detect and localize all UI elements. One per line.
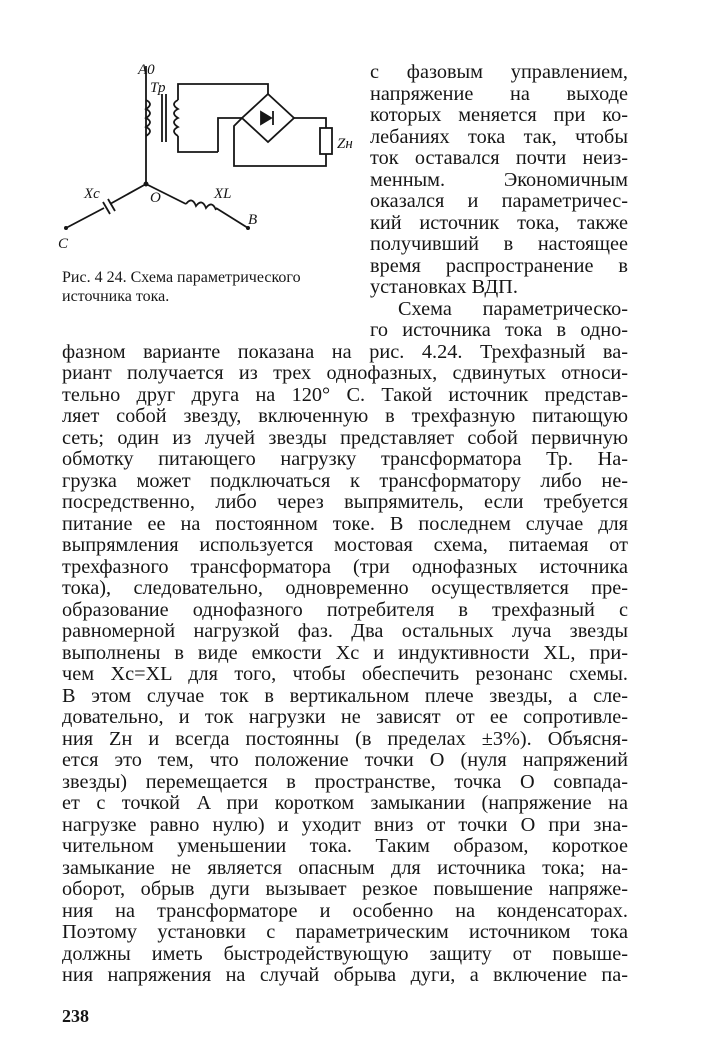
text-line: кий источник тока, также (370, 211, 628, 234)
circuit-schematic (58, 56, 358, 268)
paragraph-start-line: Схема параметрическо- (398, 297, 628, 320)
text-line: ется это тем, что положение точки O (нуля напряжений (62, 749, 628, 771)
text-line: ток оставался почти неиз- (370, 147, 628, 169)
text-line: чем Xc=XL для того, чтобы обеспечить резонанс схемы. (62, 663, 628, 685)
transformer-label: Тр (150, 80, 166, 96)
text-line: с фазовым управлением, (370, 61, 628, 83)
text-line: посредственно, либо через выпрямитель, если требуется (62, 491, 628, 513)
text-line: лебаниях тока так, чтобы (370, 125, 628, 148)
caption-line: источника тока. (62, 288, 170, 305)
inductance-label: XL (214, 186, 232, 202)
text-line: риант получается из трех однофазных, сдвинутых относи- (62, 362, 628, 384)
text-line: ляет собой звезду, включенную в трехфазную питающую (62, 405, 628, 427)
text-line: выполнены в виде емкости Xc и индуктивности XL, при- (62, 641, 628, 664)
text-line: тельно друг друга на 120° С. Такой источник представ- (62, 383, 628, 406)
text-line: ния Zн и всегда постоянны (в пределах ±3%). Объясня- (62, 727, 628, 750)
figure-caption (62, 268, 362, 306)
text-line: довательно, и ток нагрузки не зависят от ее сопротивле- (62, 706, 628, 728)
page-number: 238 (62, 1006, 89, 1026)
text-line: нагрузке равно нулю) и уходит вниз от точки O при зна- (62, 813, 628, 836)
text-line: оказался и параметричес- (370, 190, 628, 212)
text-line: получивший в настоящее (370, 233, 628, 255)
text-line: выпрямления используется мостовая схема, питаемая от (62, 534, 628, 556)
text-line: Поэтому установки с параметрическим источником тока (62, 921, 628, 943)
load-label: Zн (337, 136, 353, 152)
text-line: трехфазного трансформатора (три однофазных источника (62, 555, 628, 578)
text-line: оборот, обрыв дуги вызывает резкое повышение напряже- (62, 878, 628, 900)
text-line: питание ее на постоянном токе. В последнем случае для (62, 512, 628, 535)
terminal-a-label: A0 (138, 62, 155, 78)
terminal-c-label: C (58, 236, 69, 252)
circuit-diagram (58, 56, 358, 268)
text-line: тока), следовательно, одновременно осуществляется пре- (62, 577, 628, 599)
text-line: которых меняется при ко- (370, 104, 628, 126)
text-line: ния напряжения на случай обрыва дуги, а включение па- (62, 964, 628, 986)
text-line: обмотку питающего нагрузку трансформатора Тр. На- (62, 448, 628, 470)
text-line: чительном уменьшении тока. Таким образом, короткое (62, 835, 628, 857)
text-line: менным. Экономичным (370, 168, 628, 191)
text-line: образование однофазного потребителя в трехфазный с (62, 598, 628, 621)
text-line: ет с точкой A при коротком замыкании (напряжение на (62, 792, 628, 814)
text-line: равномерной нагрузкой фаз. Два остальных луча звезды (62, 620, 628, 642)
text-line: ния на трансформаторе и особенно на конденсаторах. (62, 899, 628, 922)
capacitance-label: Xc (84, 186, 100, 202)
text-line: В этом случае ток в вертикальном плече звезды, а сле- (62, 684, 628, 707)
text-line: сеть; один из лучей звезды представляет собой первичную (62, 426, 628, 449)
text-line: напряжение на выходе (370, 82, 628, 105)
text-line: грузка может подключаться к трансформатору либо не- (62, 469, 628, 492)
text-line: замыкание не является опасным для источника тока; на- (62, 856, 628, 879)
text-line: фазном варианте показана на рис. 4.24. Трехфазный ва- (62, 340, 628, 363)
caption-line: Рис. 4 24. Схема параметрического (62, 269, 301, 286)
neutral-point-label: O (150, 190, 161, 206)
text-line: установках ВДП. (370, 276, 518, 298)
terminal-b-label: B (248, 212, 258, 228)
text-line: время распространение в (370, 254, 628, 277)
text-line: должны иметь быстродействующую защиту от повыше- (62, 942, 628, 965)
text-line: го источника тока в одно- (370, 319, 628, 341)
text-line: звезды) перемещается в пространстве, точка O совпада- (62, 770, 628, 793)
